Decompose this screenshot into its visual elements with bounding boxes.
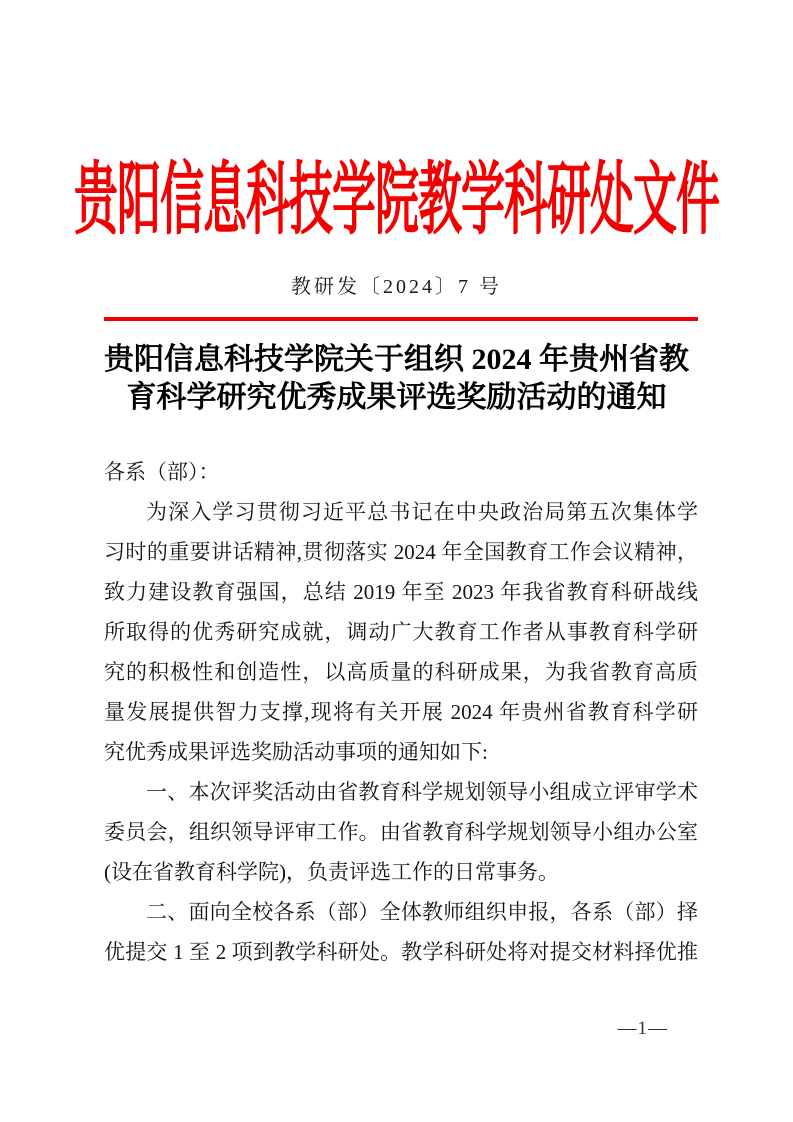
body-line: 为深入学习贯彻习近平总书记在中央政治局第五次集体学 [146, 500, 698, 524]
red-separator-line [104, 317, 698, 321]
body-salutation: 各系（部）： [104, 460, 220, 484]
document-title-line-1: 贵阳信息科技学院关于组织 2024 年贵州省教 [104, 343, 689, 376]
body-line: 究优秀成果评选奖励活动事项的通知如下: [104, 740, 488, 764]
body-line: 量发展提供智力支撑,现将有关开展 2024 年贵州省教育科学研 [104, 700, 698, 724]
document-reference-number: 教研发〔2024〕7 号 [291, 276, 502, 298]
body-line: 究的积极性和创造性，以高质量的科研成果，为我省教育高质 [104, 660, 698, 684]
body-line: (设在省教育科学院)，负责评选工作的日常事务。 [104, 860, 559, 884]
body-line: 致力建设教育强国，总结 2019 年至 2023 年我省教育科研战线 [104, 580, 698, 604]
body-line: 二、面向全校各系（部）全体教师组织申报，各系（部）择 [146, 900, 698, 924]
document-title [0, 341, 793, 417]
body-line: 优提交 1 至 2 项到教学科研处。教学科研处将对提交材料择优推 [104, 940, 698, 964]
document-title-line-2: 育科学研究优秀成果评选奖励活动的通知 [126, 381, 667, 414]
letterhead-title: 贵阳信息科技学院教学科研处文件 [74, 156, 719, 245]
body-line: 一、本次评奖活动由省教育科学规划领导小组成立评审学术 [146, 780, 698, 804]
body-line: 所取得的优秀研究成就，调动广大教育工作者从事教育科学研 [104, 620, 698, 644]
page-number: —1— [617, 1018, 668, 1039]
document-body [104, 452, 698, 972]
body-line: 习时的重要讲话精神,贯彻落实 2024 年全国教育工作会议精神， [104, 540, 698, 564]
body-line: 委员会，组织领导评审工作。由省教育科学规划领导小组办公室 [104, 820, 698, 844]
